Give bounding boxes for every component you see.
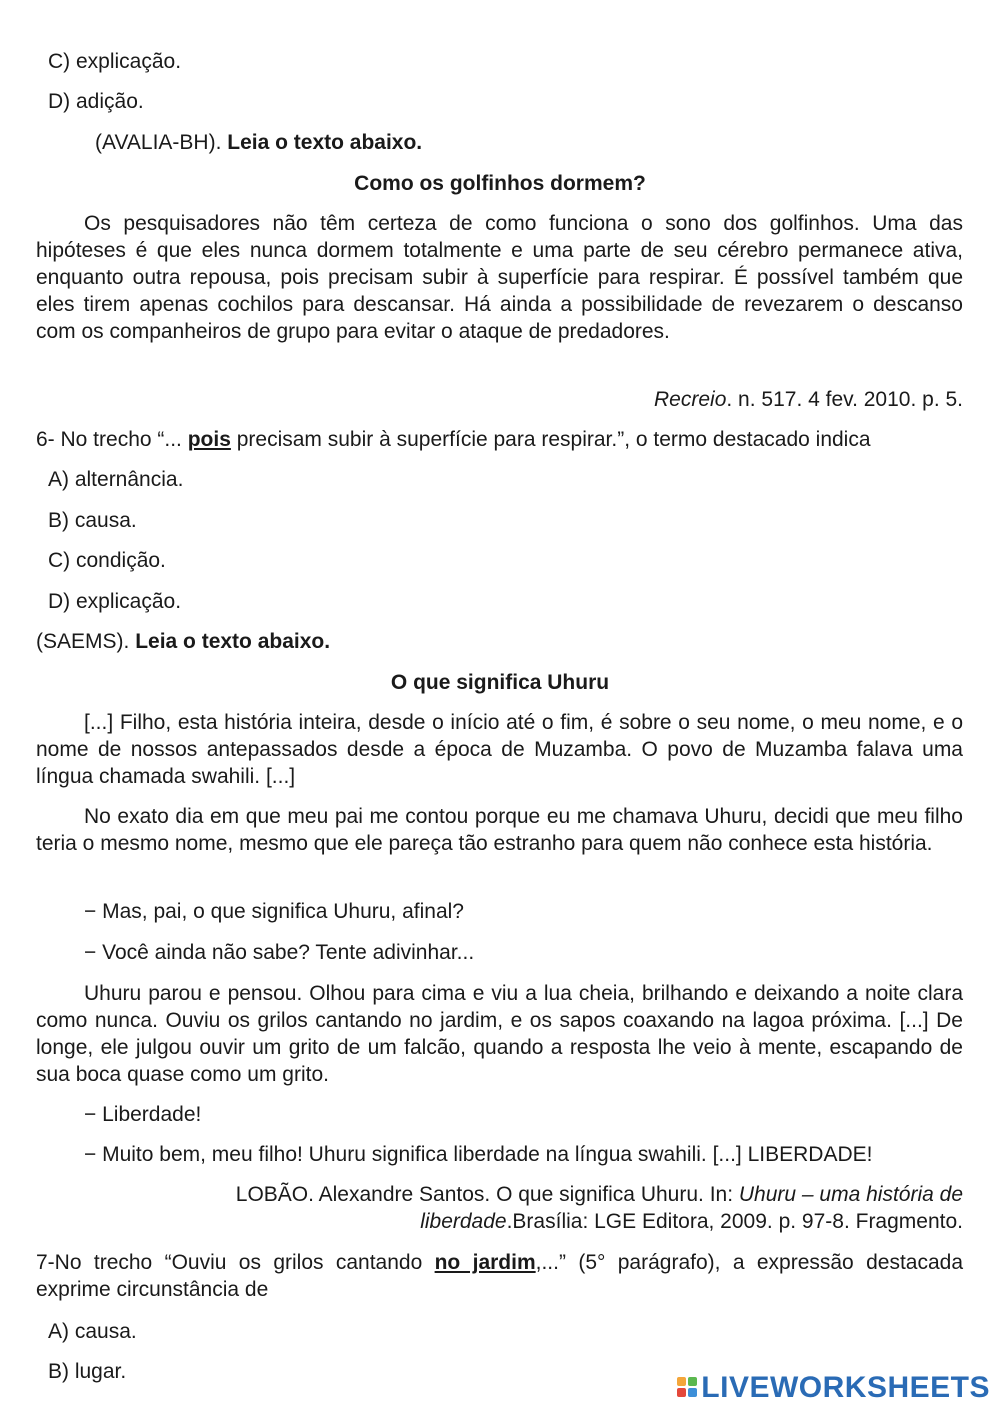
text2-intro: [36, 628, 1000, 655]
text2-citation-publisher: .Brasília: LGE Editora, 2009. p. 97-8. Fragmento.: [506, 1210, 963, 1233]
question-6-stem: [36, 426, 963, 453]
text1-citation-source: Recreio: [654, 388, 727, 411]
q6-option-d[interactable]: D) explicação.: [48, 590, 182, 613]
text2-dialogue-3: − Liberdade!: [84, 1103, 202, 1126]
question-7-stem: [36, 1249, 963, 1303]
q7-option-b[interactable]: B) lugar.: [48, 1360, 127, 1383]
question-7-suffix: ,...” (5° parágrafo), a expressão destacada exprime circunstância de: [36, 1251, 963, 1301]
text2-citation-author: LOBÃO. Alexandre Santos. O que significa Uhuru. In:: [235, 1183, 739, 1206]
text2-paragraph-2: No exato dia em que meu pai me contou porque eu me chamava Uhuru, decidi que meu filho teria o mesmo nome, mesmo que ele pareça tão estranho para quem não conhece esta história.: [36, 805, 963, 855]
text2-dialogue-4: − Muito bem, meu filho! Uhuru significa liberdade na língua swahili. [...] LIBERDADE!: [84, 1143, 873, 1166]
question-7-highlight: no jardim: [434, 1251, 536, 1274]
text1-citation: [654, 386, 963, 413]
text2-instruction: Leia o texto abaixo.: [135, 630, 331, 653]
text2-dialogue-2: − Você ainda não sabe? Tente adivinhar...: [84, 941, 475, 964]
liveworksheets-logo[interactable]: [677, 1367, 990, 1407]
text1-intro: [95, 129, 1000, 156]
text2-paragraph-3: Uhuru parou e pensou. Olhou para cima e viu a lua cheia, brilhando e deixando a noite clara como nunca. Ouviu os grilos cantando no jardim, e os sapos coaxando na lagoa próxima. [...] De longe, ele julgou ouvir um grito de um falcão, quando a resposta lhe veio à mente, escapando de sua boca quase como um grito.: [36, 982, 963, 1086]
text1-title: Como os golfinhos dormem?: [354, 172, 646, 195]
q6-option-c[interactable]: C) condição.: [48, 549, 166, 572]
logo-grid-icon: [677, 1377, 697, 1397]
text1-source: (AVALIA-BH).: [95, 131, 228, 154]
text1-instruction: Leia o texto abaixo.: [227, 131, 423, 154]
text2-dialogue-1: − Mas, pai, o que significa Uhuru, afinal?: [84, 900, 464, 923]
text1-citation-details: . n. 517. 4 fev. 2010. p. 5.: [726, 388, 963, 411]
q6-option-b[interactable]: B) causa.: [48, 509, 137, 532]
text1-body: Os pesquisadores não têm certeza de como funciona o sono dos golfinhos. Uma das hipóteses é que eles nunca dormem totalmente e uma parte de seu cérebro permanece ativa, enquanto outra repousa, pois precisam subir à superfície para respirar. É possível também que eles tirem apenas cochilos para descansar. Há ainda a possibilidade de revezarem o descanso com os companheiros de grupo para evitar o ataque de predadores.: [36, 212, 963, 343]
logo-wordmark: LIVEWORKSHEETS: [701, 1370, 990, 1404]
q6-option-a[interactable]: A) alternância.: [48, 468, 184, 491]
text2-title: O que significa Uhuru: [390, 671, 610, 694]
text2-paragraph-1: [...] Filho, esta história inteira, desde o início até o fim, é sobre o seu nome, o meu nome, e o nome de nossos antepassados desde a época de Muzamba. O povo de Muzamba falava uma língua chamada swahili. [...]: [36, 711, 963, 788]
question-7-prefix: 7-No trecho “Ouviu os grilos cantando: [36, 1251, 435, 1274]
option-c[interactable]: C) explicação.: [48, 50, 182, 73]
question-6-prefix: 6- No trecho “...: [36, 428, 188, 451]
q7-option-a[interactable]: A) causa.: [48, 1320, 137, 1343]
question-6-highlight: pois: [187, 428, 231, 451]
text2-citation: [133, 1181, 963, 1235]
question-6-suffix: precisam subir à superfície para respirar.”, o termo destacado indica: [230, 428, 871, 451]
text2-source: (SAEMS).: [36, 630, 136, 653]
text2-citation-book: Uhuru – uma história de liberdade: [420, 1183, 963, 1233]
option-d[interactable]: D) adição.: [48, 90, 144, 113]
